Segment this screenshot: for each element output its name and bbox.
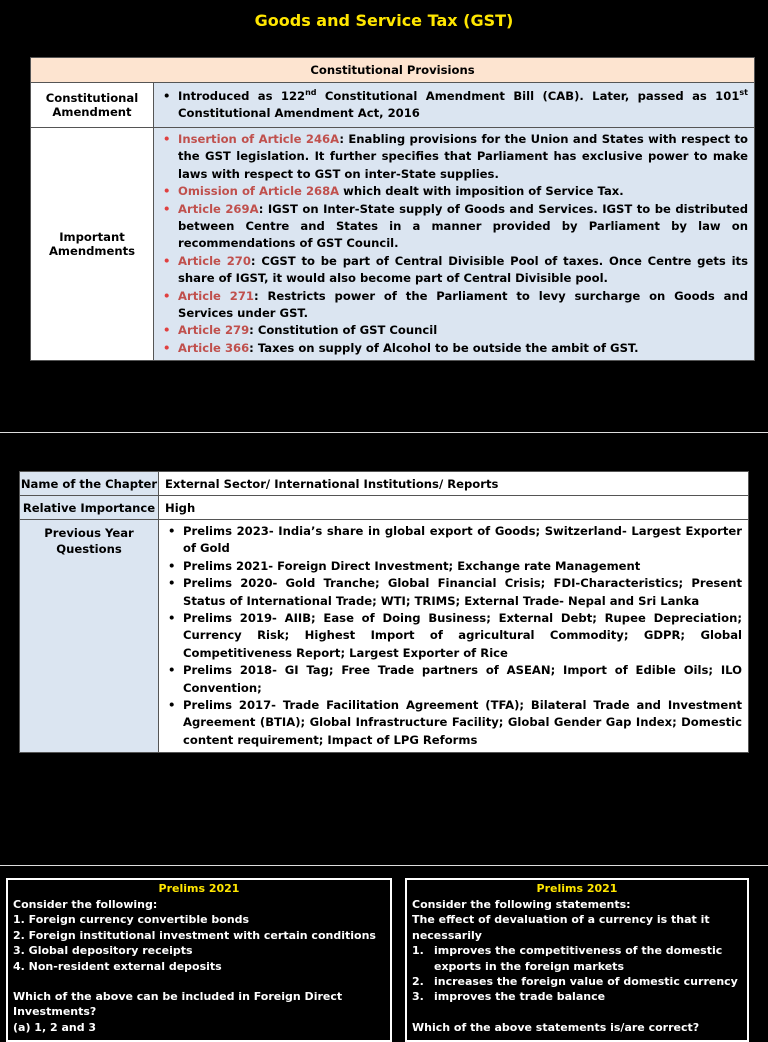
pyq-content bbox=[159, 520, 749, 753]
list-item: • Introduced as 122nd Constitutional Amendment Bill (CAB). Later, passed as 101st Constitutional Amendment Act, 2016 bbox=[160, 88, 748, 123]
question-item: 1. Foreign currency convertible bonds bbox=[13, 913, 250, 927]
question-item: 2. increases the foreign value of domestic currency bbox=[412, 975, 738, 989]
option-a: (a) 1, 2 and 3 bbox=[13, 1020, 97, 1034]
importance-value: High bbox=[159, 496, 749, 520]
question-item: 3. Global depository receipts bbox=[13, 944, 193, 958]
question-intro: Consider the following statements: bbox=[412, 898, 631, 911]
question-item: 3. improves the trade balance bbox=[412, 990, 606, 1004]
amendment-item: • Article 366: Taxes on supply of Alcohol to be outside the ambit of GST. bbox=[160, 340, 748, 357]
pyq-label: Previous Year Questions bbox=[20, 520, 159, 753]
question-item: 4. Non-resident external deposits bbox=[13, 959, 222, 973]
amendment-item: • Article 269A: IGST on Inter-State supply of Goods and Services. IGST to be distributed between Centre and States in a manner provided by Parliament by law on recommendations of GST Council. bbox=[160, 201, 748, 253]
amendment-item: • Omission of Article 268A which dealt with imposition of Service Tax. bbox=[160, 183, 748, 200]
amendment-item: • Insertion of Article 246A: Enabling provisions for the Union and States with respect to the GST legislation. It further specifies that Parliament has exclusive power to make laws with respect to GST on inter-State supplies. bbox=[160, 131, 748, 183]
question-header: Prelims 2021 bbox=[536, 882, 618, 895]
chapter-value: External Sector/ International Institutions/ Reports bbox=[159, 472, 749, 496]
amendment-item: • Article 270: CGST to be part of Central Divisible Pool of taxes. Once Centre gets its share of IGST, it would also become part of Central Divisible pool. bbox=[160, 253, 748, 288]
pyq-item: • Prelims 2018- GI Tag; Free Trade partners of ASEAN; Import of Edible Oils; ILO Convention; bbox=[165, 662, 742, 697]
question-item: 2. Foreign institutional investment with certain conditions bbox=[13, 928, 376, 942]
chapter-label: Name of the Chapter bbox=[20, 472, 159, 496]
question-text: Which of the above statements is/are correct? bbox=[412, 1020, 700, 1034]
slide-external-sector bbox=[0, 433, 768, 865]
row-content-constitutional-amendment bbox=[154, 83, 755, 128]
importance-label: Relative Importance bbox=[20, 496, 159, 520]
chapter-info-table bbox=[19, 471, 749, 753]
question-box-devaluation bbox=[405, 878, 749, 1042]
row-label-important-amendments: Important Amendments bbox=[31, 128, 154, 361]
amendment-item: • Article 271: Restricts power of the Parliament to levy surcharge on Goods and Services under GST. bbox=[160, 288, 748, 323]
question-item: 1. improves the competitiveness of the domestic exports in the foreign markets bbox=[412, 944, 723, 973]
table-header: Constitutional Provisions bbox=[31, 58, 755, 83]
slide-gst bbox=[0, 0, 768, 432]
row-label-constitutional-amendment: Constitutional Amendment bbox=[31, 83, 154, 128]
question-intro: Consider the following: bbox=[13, 898, 158, 911]
question-text: Which of the above can be included in Foreign Direct Investments? bbox=[13, 990, 343, 1019]
amendment-item: • Article 279: Constitution of GST Council bbox=[160, 322, 748, 339]
slide-title: Goods and Service Tax (GST) bbox=[254, 11, 514, 30]
question-stem: The effect of devaluation of a currency is that it necessarily bbox=[412, 913, 710, 942]
pyq-item: • Prelims 2020- Gold Tranche; Global Financial Crisis; FDI-Characteristics; Present Status of International Trade; WTI; TRIMS; External Trade- Nepal and Sri Lanka bbox=[165, 575, 742, 610]
question-box-fdi bbox=[6, 878, 392, 1042]
pyq-item: • Prelims 2023- India’s share in global export of Goods; Switzerland- Largest Exporter of Gold bbox=[165, 523, 742, 558]
pyq-item: • Prelims 2019- AIIB; Ease of Doing Business; External Debt; Rupee Depreciation; Currency Risk; Highest Import of agricultural Commodity; GDPR; Global Competitiveness Report; Largest Exporter of Rice bbox=[165, 610, 742, 662]
pyq-item: • Prelims 2017- Trade Facilitation Agreement (TFA); Bilateral Trade and Investment Agreement (BTIA); Global Infrastructure Facility; Global Gender Gap Index; Domestic content requirement; Impact of LPG Reforms bbox=[165, 697, 742, 749]
row-content-important-amendments bbox=[154, 128, 755, 361]
constitutional-provisions-table bbox=[30, 57, 755, 361]
question-header: Prelims 2021 bbox=[158, 882, 240, 895]
slide-questions bbox=[0, 866, 768, 1034]
pyq-item: • Prelims 2021- Foreign Direct Investment; Exchange rate Management bbox=[165, 558, 742, 575]
